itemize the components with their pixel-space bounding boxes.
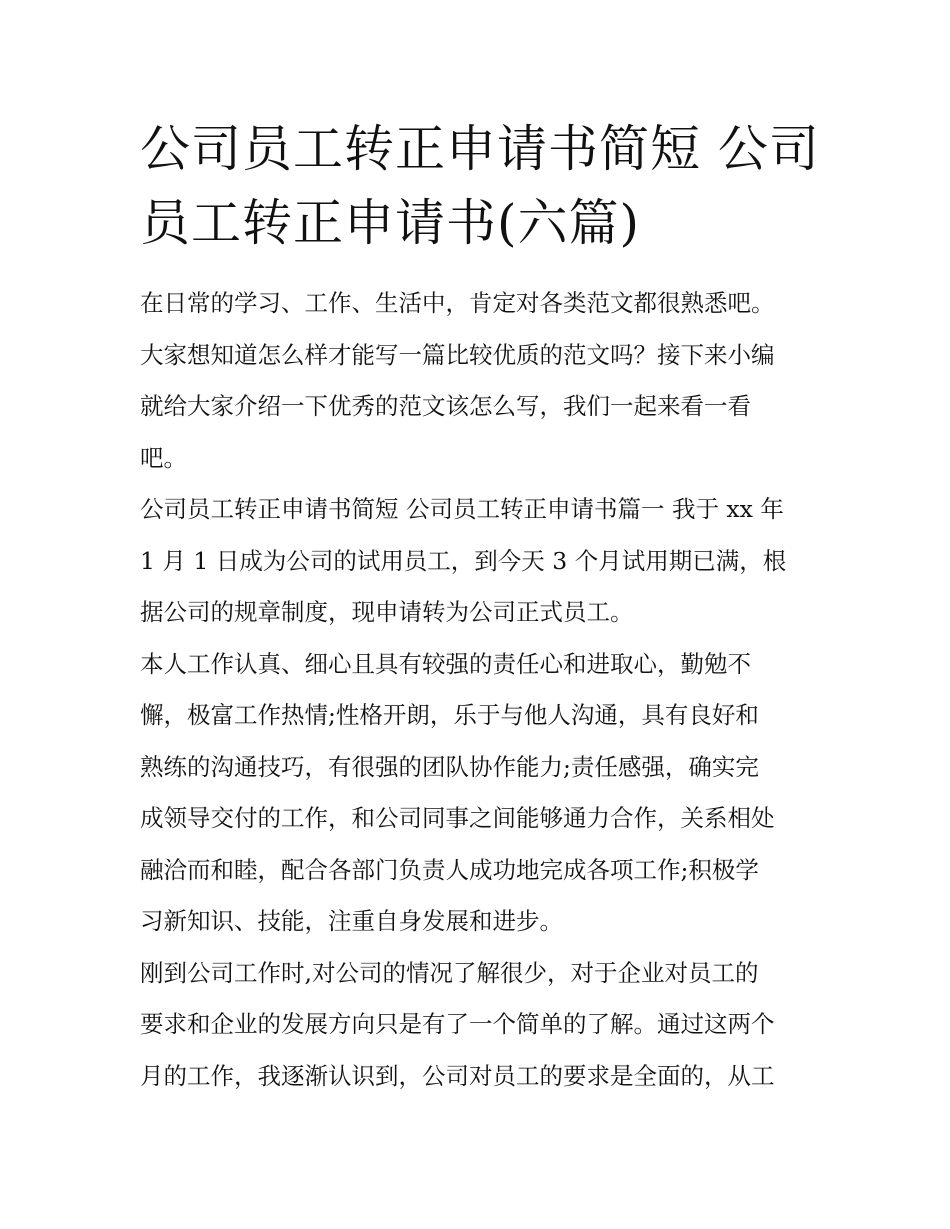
text-line: 月的工作，我逐渐认识到，公司对员工的要求是全面的，从工 — [140, 1061, 775, 1090]
text-line: 懈，极富工作热情;性格开朗，乐于与他人沟通，具有良好和 — [140, 701, 759, 729]
text-line: 据公司的规章制度，现申请转为公司正式员工。 — [140, 598, 634, 626]
title-line: 公司员工转正申请书简短 公司 — [140, 120, 820, 178]
text-line: 习新知识、技能，注重自身发展和进步。 — [140, 907, 563, 935]
text-line: 融洽而和睦，配合各部门负责人成功地完成各项工作;积极学 — [140, 855, 759, 884]
paragraph-self-assessment — [140, 639, 820, 948]
text-line: 刚到公司工作时,对公司的情况了解很少，对于企业对员工的 — [140, 958, 759, 987]
text-line: 要求和企业的发展方向只是有了一个简单的了解。通过这两个 — [140, 1010, 775, 1038]
paragraph-experience — [140, 948, 820, 1103]
text-line: 本人工作认真、细心且具有较强的责任心和进取心，勤勉不 — [140, 649, 751, 678]
text-line: 1 月 1 日成为公司的试用员工，到今天 3 个月试用期已满，根 — [140, 546, 787, 575]
text-line: 成领导交付的工作，和公司同事之间能够通力合作，关系相处 — [140, 804, 775, 832]
paragraph-first-letter — [140, 484, 820, 639]
text-line: 就给大家介绍一下优秀的范文该怎么写，我们一起来看一看 — [140, 392, 751, 420]
text-line: 熟练的沟通技巧，有很强的团队协作能力;责任感强，确实完 — [140, 752, 759, 781]
text-line: 在日常的学习、工作、生活中，肯定对各类范文都很熟悉吧。 — [140, 289, 775, 317]
document-title — [140, 112, 820, 260]
text-line: 公司员工转正申请书简短 公司员工转正申请书篇一 我于 xx 年 — [140, 495, 784, 523]
document-page — [140, 112, 820, 1102]
text-line: 大家想知道怎么样才能写一篇比较优质的范文吗？接下来小编 — [140, 340, 775, 369]
paragraph-intro — [140, 278, 820, 484]
title-line: 员工转正申请书(六篇) — [140, 194, 641, 252]
document-body — [140, 278, 820, 1102]
text-line: 吧。 — [140, 443, 187, 472]
